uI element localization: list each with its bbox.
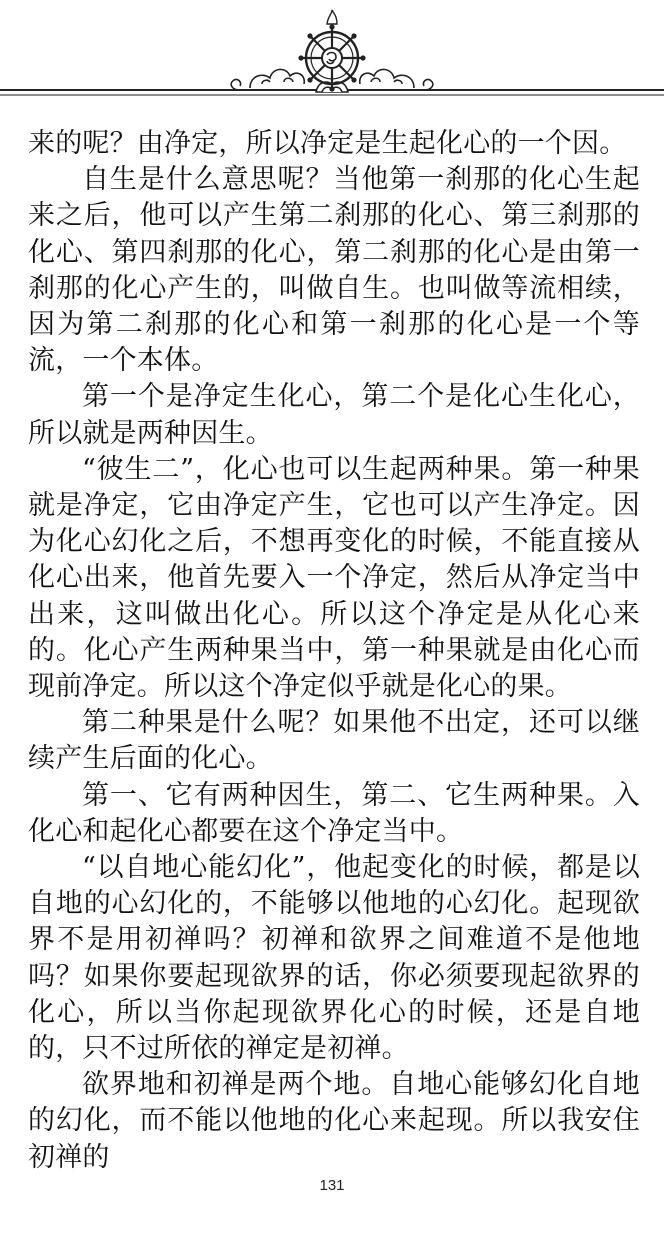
paragraph: 欲界地和初禅是两个地。自地心能够幻化自地的幻化，而不能以他地的化心来起现。所以我安住初禅的	[28, 1069, 640, 1173]
paragraph: 自生是什么意思呢？当他第一刹那的化心生起来之后，他可以产生第二刹那的化心、第三刹那的化心、第四刹那的化心，第二刹那的化心是由第一刹那的化心产生的，叫做自生。也叫做等流相续，因为第二刹那的化心和第一刹那的化心是一个等流，一个本体。	[28, 164, 640, 377]
dharma-wheel-icon	[298, 10, 365, 92]
paragraph: 第二种果是什么呢？如果他不出定，还可以继续产生后面的化心。	[28, 707, 640, 775]
page-header	[0, 0, 664, 110]
paragraph: “以自地心能幻化”，他起变化的时候，都是以自地的心幻化的，不能够以他地的心幻化。起现欲界不是用初禅吗？初禅和欲界之间难道不是他地吗？如果你要起现欲界的话，你必须要现起欲界的化心，所以当你起现欲界化心的时候，还是自地的，只不过所依的禅定是初禅。	[28, 852, 640, 1065]
cloud-scroll-right-icon	[360, 69, 433, 90]
page-number: 131	[319, 1177, 345, 1194]
paragraph: 来的呢？由净定，所以净定是生起化心的一个因。	[28, 128, 627, 159]
paragraph: “彼生二”，化心也可以生起两种果。第一种果就是净定，它由净定产生，它也可以产生净定。因为化心幻化之后，不想再变化的时候，不能直接从化心出来，他首先要入一个净定，然后从净定当中出来，这叫做出化心。所以这个净定是从化心来的。化心产生两种果当中，第一种果就是由化心而现前净定。所以这个净定似乎就是化心的果。	[28, 453, 640, 703]
header-ornament	[0, 0, 664, 110]
paragraph: 第一、它有两种因生，第二、它生两种果。入化心和起化心都要在这个净定当中。	[28, 779, 640, 847]
paragraph: 第一个是净定生化心，第二个是化心生化心，所以就是两种因生。	[28, 381, 640, 449]
body-text	[28, 126, 640, 1176]
cloud-scroll-left-icon	[231, 69, 304, 90]
